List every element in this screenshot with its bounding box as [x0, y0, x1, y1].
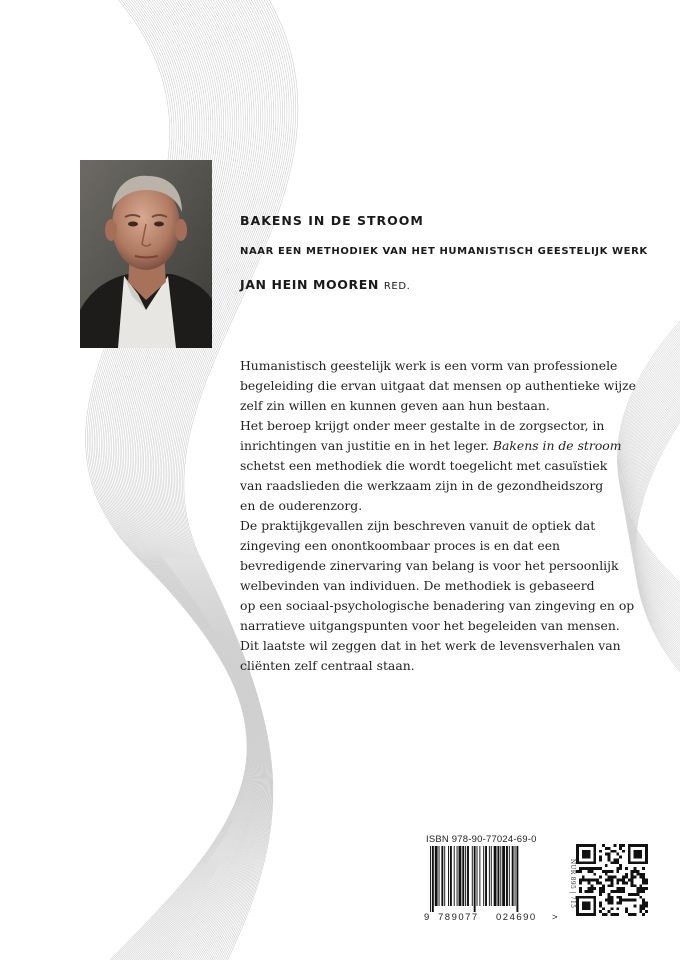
blurb-line: begeleiding die ervan uitgaat dat mensen op authentieke wijze [240, 378, 637, 393]
blurb-line: van raadslieden die werkzaam zijn in de gezondheidszorg [240, 478, 604, 493]
blurb-line: Humanistisch geestelijk werk is een vorm van professionele [240, 358, 618, 373]
book-title: BAKENS IN DE STROOM [240, 213, 424, 228]
author-role: RED. [383, 281, 411, 292]
blurb-title-italic: Bakens in de stroom [492, 438, 622, 453]
blurb-line: cliënten zelf centraal staan. [240, 658, 415, 673]
qr-code[interactable] [576, 844, 648, 916]
blurb-line-text: inrichtingen van justitie en in het leger. [240, 438, 489, 453]
blurb-line: op een sociaal-psychologische benadering van zingeving en op [240, 598, 635, 613]
blurb-line: schetst een methodiek die wordt toegelicht met casuïstiek [240, 458, 608, 473]
barcode-digit-end: > [552, 912, 558, 923]
author-photo [80, 160, 212, 348]
barcode-digits [424, 912, 558, 923]
blurb-line: Het beroep krijgt onder meer gestalte in de zorgsector, in [240, 418, 605, 433]
blurb-line: narratieve uitgangspunten voor het begeleiden van mensen. [240, 618, 620, 633]
blurb-line: zelf zin willen en kunnen geven aan hun bestaan. [240, 398, 550, 413]
author-name: JAN HEIN MOOREN [240, 277, 379, 292]
barcode-digit-group: 024690 [496, 912, 537, 923]
blurb-line: welbevinden van individuen. De methodiek is gebaseerd [240, 578, 595, 593]
blurb-line [240, 436, 680, 456]
barcode-bars [428, 846, 558, 912]
book-subtitle: NAAR EEN METHODIEK VAN HET HUMANISTISCH GEESTELIJK WERK [240, 246, 648, 257]
blurb-line: Dit laatste wil zeggen dat in het werk de levensverhalen van [240, 638, 621, 653]
nur-code: NUR 895 | 715 [569, 858, 577, 909]
book-author [240, 277, 410, 292]
barcode-digit-group: 789077 [438, 912, 479, 923]
blurb-line: bevredigende zinervaring van belang is voor het persoonlijk [240, 558, 619, 573]
isbn-label: ISBN 978-90-77024-69-0 [426, 834, 537, 845]
isbn-barcode [420, 832, 566, 926]
barcode-digit-first: 9 [424, 912, 430, 923]
blurb-line: en de ouderenzorg. [240, 498, 363, 513]
blurb-text [240, 356, 680, 676]
blurb-line: zingeving een onontkoombaar proces is en dat een [240, 538, 561, 553]
blurb-line: De praktijkgevallen zijn beschreven vanuit de optiek dat [240, 518, 596, 533]
